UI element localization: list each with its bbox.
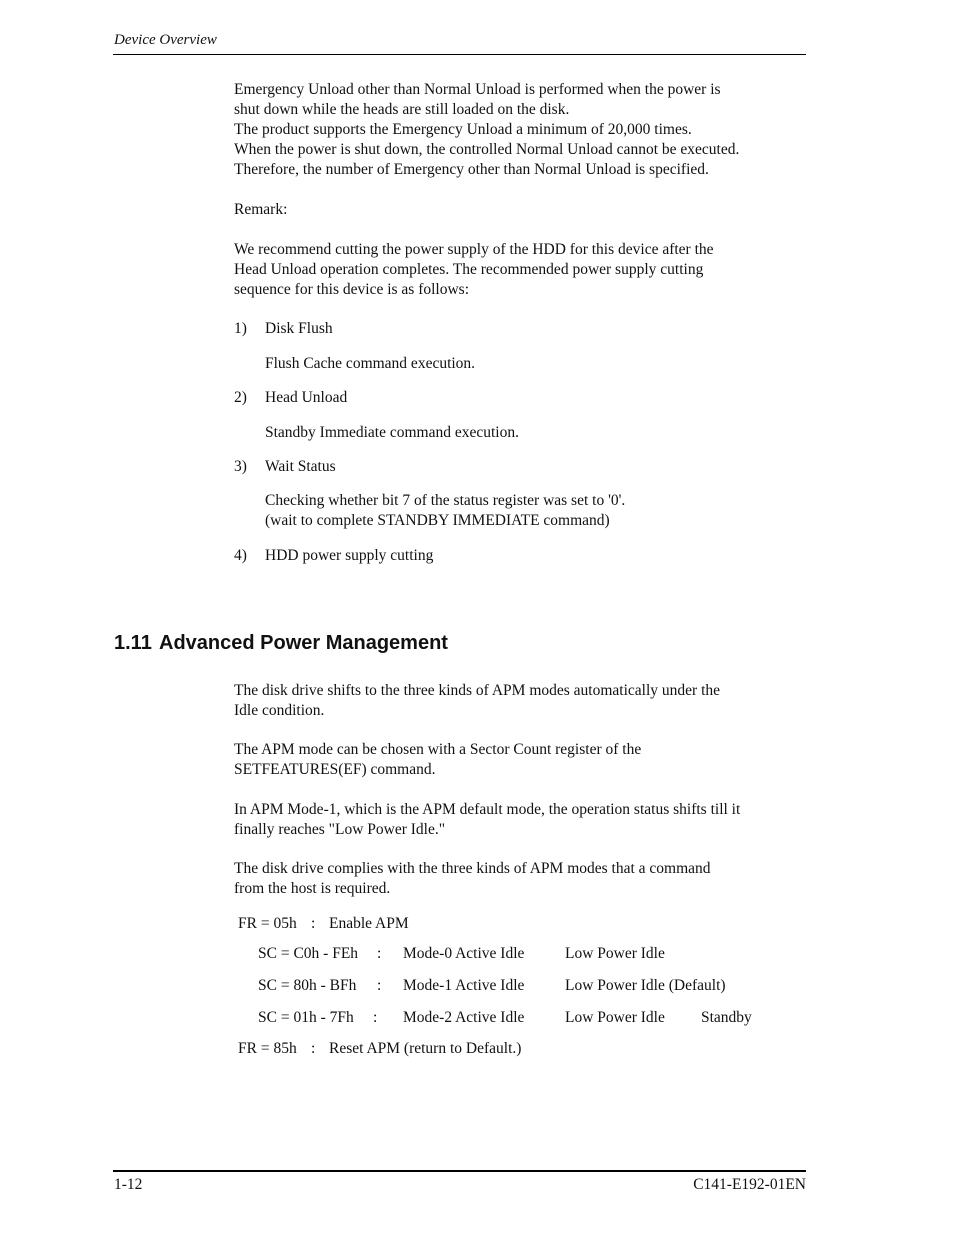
step-3-description: Checking whether bit 7 of the status register was set to '0'. (wait to complete STANDBY IMMEDIATE command) (265, 492, 626, 529)
emergency-unload-paragraph: Emergency Unload other than Normal Unload is performed when the power is shut down while the heads are still loaded on the disk. The product supports the Emergency Unload a minimum of 20,000 times. When the power is shut down, the controlled Normal Unload cannot be executed. Therefore, the number of Emergency other than Normal Unload is specified. (234, 81, 740, 178)
step-3-title: Wait Status (265, 458, 336, 475)
sc-row-3-register: SC = 01h - 7Fh (258, 1009, 354, 1026)
sc-row-3-state: Low Power Idle (565, 1009, 665, 1026)
section-heading (114, 630, 448, 656)
sc-row-1-register: SC = C0h - FEh (258, 945, 359, 962)
fr-enable-separator: : (311, 915, 316, 932)
apm-paragraph-3: In APM Mode-1, which is the APM default mode, the operation status shifts till it finally reaches "Low Power Idle." (234, 801, 741, 838)
power-cut-recommendation-paragraph: We recommend cutting the power supply of the HDD for this device after the Head Unload operation completes. The recommended power supply cutting sequence for this device is as follows: (234, 241, 714, 298)
sc-row-2-separator: : (377, 977, 382, 994)
remark-label: Remark: (234, 201, 288, 218)
sc-row-1-mode: Mode-0 Active Idle (403, 945, 525, 962)
sc-row-2-mode: Mode-1 Active Idle (403, 977, 525, 994)
fr-reset-separator: : (311, 1040, 316, 1057)
sc-row-1-state: Low Power Idle (565, 945, 665, 962)
document-code: C141-E192-01EN (693, 1176, 806, 1193)
step-2-description: Standby Immediate command execution. (265, 424, 519, 441)
apm-paragraph-4: The disk drive complies with the three kinds of APM modes that a command from the host is required. (234, 860, 711, 897)
step-1-description: Flush Cache command execution. (265, 355, 476, 372)
sc-row-1-separator: : (377, 945, 382, 962)
footer-rule (113, 1170, 806, 1172)
header-rule (113, 54, 806, 55)
section-number: 1.11 (114, 632, 152, 654)
step-2-title: Head Unload (265, 389, 348, 406)
section-title: Advanced Power Management (159, 632, 448, 654)
sc-row-3-separator: : (373, 1009, 378, 1026)
fr-enable-description: Enable APM (329, 915, 409, 932)
fr-enable-register: FR = 05h (238, 915, 297, 932)
sc-row-3-state-2: Standby (701, 1009, 752, 1026)
fr-reset-register: FR = 85h (238, 1040, 297, 1057)
sc-row-3-mode: Mode-2 Active Idle (403, 1009, 525, 1026)
apm-paragraph-2: The APM mode can be chosen with a Sector Count register of the SETFEATURES(EF) command. (234, 741, 642, 778)
step-4-title: HDD power supply cutting (265, 547, 434, 564)
step-1-number: 1) (234, 320, 247, 337)
step-2-number: 2) (234, 389, 247, 406)
page-number: 1-12 (114, 1176, 143, 1193)
fr-reset-description: Reset APM (return to Default.) (329, 1040, 522, 1057)
sc-row-2-state: Low Power Idle (Default) (565, 977, 726, 994)
running-header: Device Overview (114, 32, 217, 48)
apm-paragraph-1: The disk drive shifts to the three kinds of APM modes automatically under the Idle condition. (234, 682, 721, 719)
step-1-title: Disk Flush (265, 320, 333, 337)
step-3-number: 3) (234, 458, 247, 475)
sc-row-2-register: SC = 80h - BFh (258, 977, 357, 994)
step-4-number: 4) (234, 547, 247, 564)
